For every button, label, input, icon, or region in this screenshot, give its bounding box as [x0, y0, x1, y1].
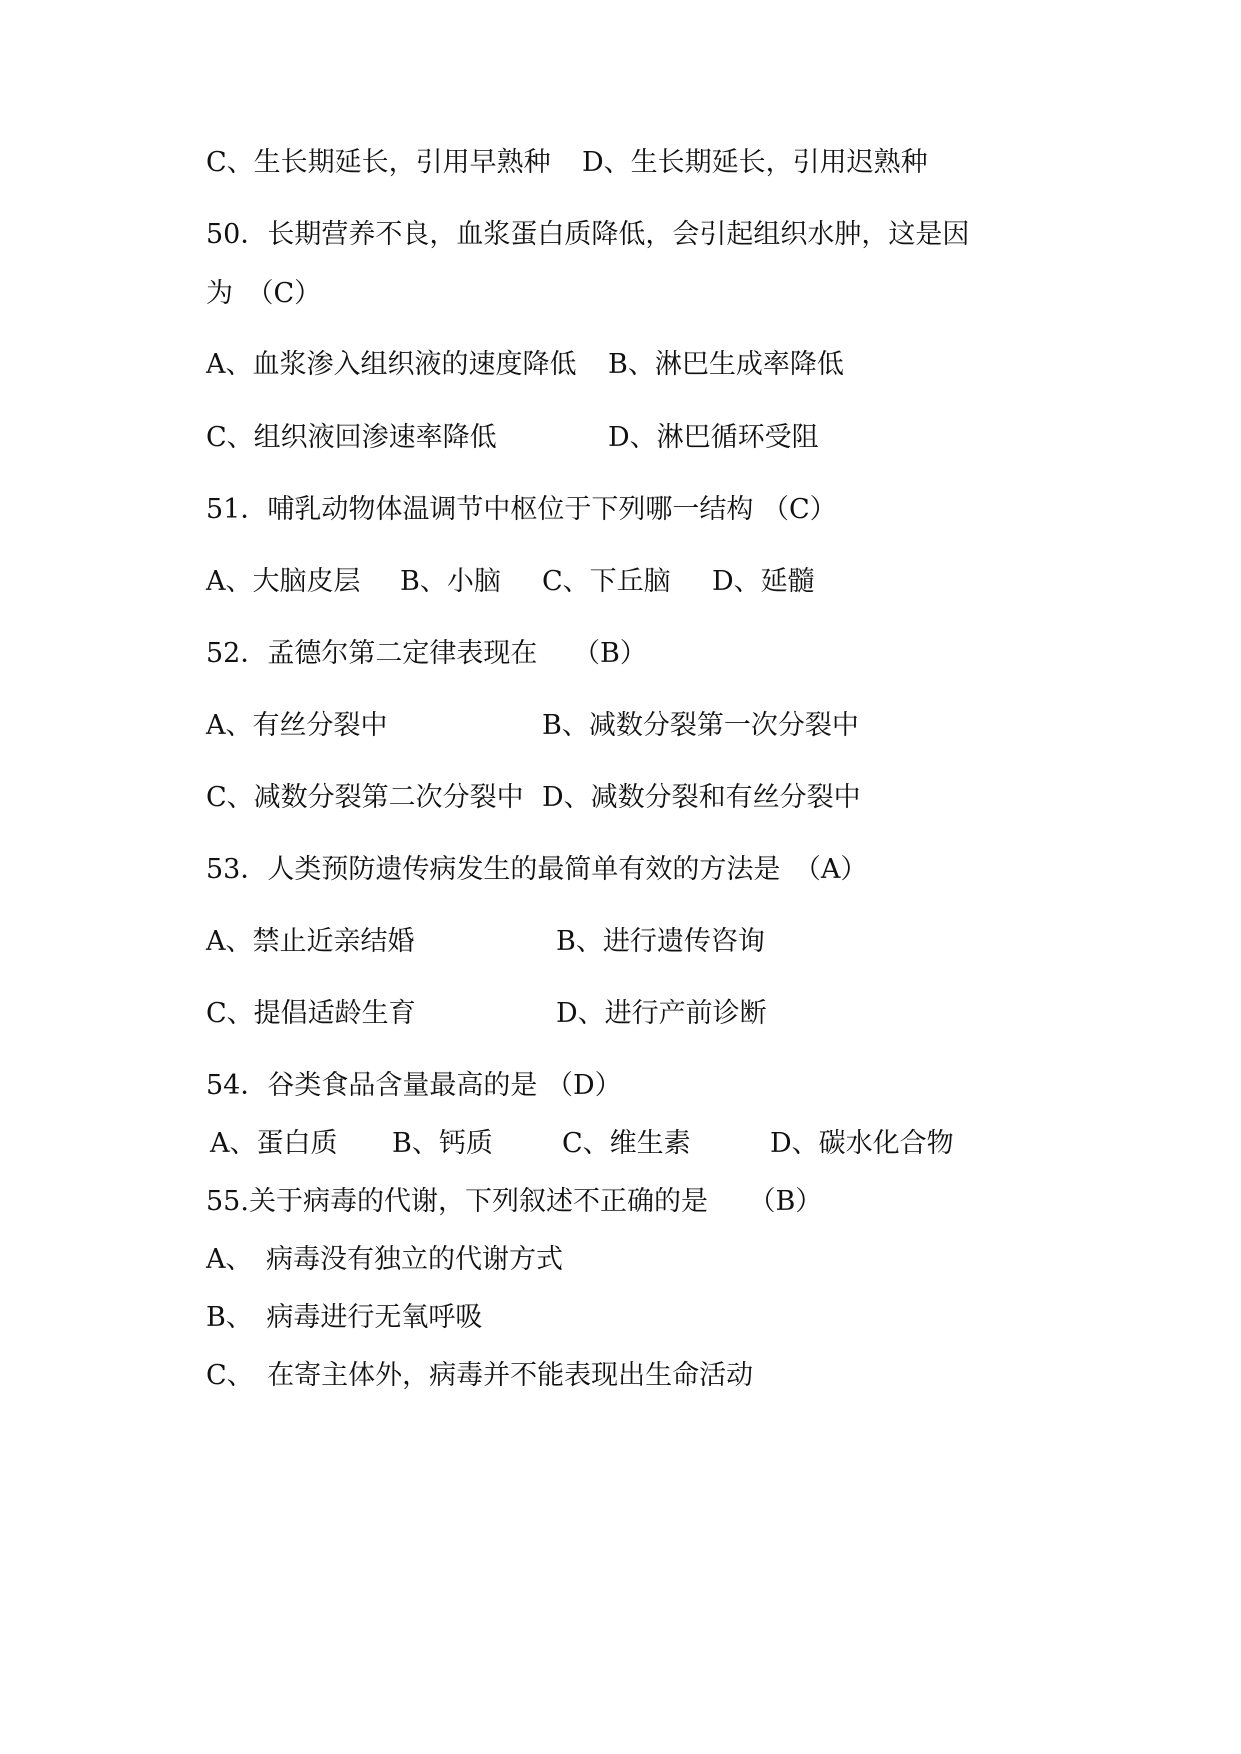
question-stem: 54．谷类食品含量最高的是 （D） — [206, 1070, 622, 1101]
option-c: C、生长期延长，引用早熟种 — [206, 147, 551, 178]
option-a: A、 病毒没有独立的代谢方式 — [206, 1244, 563, 1275]
option-d: D、碳水化合物 — [770, 1128, 954, 1159]
option-c: C、维生素 — [562, 1128, 691, 1159]
question-stem: 51．哺乳动物体温调节中枢位于下列哪一结构 （C） — [206, 494, 837, 525]
option-c: C、 在寄主体外，病毒并不能表现出生命活动 — [206, 1360, 754, 1391]
option-c: C、减数分裂第二次分裂中 — [206, 782, 524, 813]
option-d: D、减数分裂和有丝分裂中 — [542, 782, 861, 813]
option-b: B、淋巴生成率降低 — [608, 349, 844, 380]
question-stem: 55.关于病毒的代谢，下列叙述不正确的是 （B） — [206, 1186, 823, 1217]
option-b: B、进行遗传咨询 — [556, 926, 765, 957]
option-c: C、下丘脑 — [542, 566, 671, 597]
option-b: B、小脑 — [400, 566, 501, 597]
option-b: B、 病毒进行无氧呼吸 — [206, 1302, 483, 1333]
option-a: A、血浆渗入组织液的速度降低 — [206, 349, 577, 380]
option-d: D、生长期延长，引用迟熟种 — [582, 147, 928, 178]
option-c: C、提倡适龄生育 — [206, 998, 416, 1029]
option-c: C、组织液回渗速率降低 — [206, 422, 497, 453]
question-stem: 53．人类预防遗传病发生的最简单有效的方法是 （A） — [206, 854, 868, 885]
option-d: D、进行产前诊断 — [556, 998, 767, 1029]
option-b: B、钙质 — [392, 1128, 493, 1159]
question-stem-continued: 为 （C） — [206, 278, 322, 309]
option-a: A、蛋白质 — [210, 1128, 338, 1159]
question-stem: 50．长期营养不良，血浆蛋白质降低，会引起组织水肿，这是因 — [206, 219, 970, 250]
option-a: A、禁止近亲结婚 — [206, 926, 415, 957]
option-d: D、延髓 — [712, 566, 815, 597]
option-b: B、减数分裂第一次分裂中 — [542, 710, 859, 741]
question-stem: 52．孟德尔第二定律表现在 （B） — [206, 638, 647, 669]
option-a: A、大脑皮层 — [206, 566, 361, 597]
option-a: A、有丝分裂中 — [206, 710, 388, 741]
option-d: D、淋巴循环受阻 — [608, 422, 819, 453]
